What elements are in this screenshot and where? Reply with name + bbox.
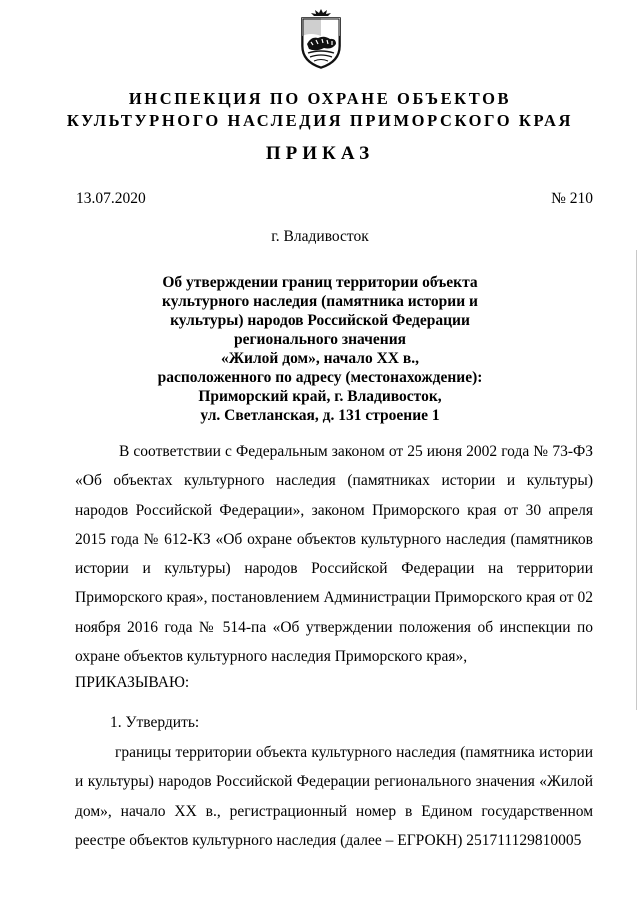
primorsky-krai-coat-of-arms-icon xyxy=(296,6,346,70)
document-title xyxy=(120,273,520,425)
title-line: Приморский край, г. Владивосток, xyxy=(198,388,442,405)
title-line: расположенного по адресу (местонахождение): xyxy=(157,369,483,386)
document-type: ПРИКАЗ xyxy=(265,143,375,164)
title-line: регионального значения xyxy=(233,331,407,348)
document-city: г. Владивосток xyxy=(271,228,369,245)
document-number: № 210 xyxy=(551,190,593,207)
scan-edge-line xyxy=(636,250,637,710)
title-line: культурного наследия (памятника истории и xyxy=(162,293,478,310)
preamble-paragraph: В соответствии с Федеральным законом от 25 июня 2002 года № 73-ФЗ «Об объектах культурного наследия (памятниках истории и культуры) народов Российской Федерации», законом Приморского края от 30 апреля 2015 года № 612-КЗ «Об охране объектов культурного наследия (памятников истории и культуры) народов Российской Федерации на территории Приморского края», постановлением Администрации Приморского края от 02 ноября 2016 года № 514-па «Об утверждении положения об инспекции по охране объектов культурного наследия Приморского края», xyxy=(75,443,593,666)
title-line: ул. Светланская, д. 131 строение 1 xyxy=(200,407,440,424)
title-line: Об утверждении границ территории объекта xyxy=(162,274,478,291)
document-date: 13.07.2020 xyxy=(76,190,146,207)
title-line: «Жилой дом», начало XX в., xyxy=(220,350,419,367)
order-word: ПРИКАЗЫВАЮ: xyxy=(75,674,190,691)
order-item-1-text: границы территории объекта культурного наследия (памятника истории и культуры) народов Российской Федерации регионального значения «Жилой дом», начало XX в., регистрационный номер в Едином государственном реестре объектов культурного наследия (далее – ЕГРОКН) 251711129810005 xyxy=(75,744,593,849)
order-item-1: 1. Утвердить: xyxy=(110,714,200,731)
org-name-line-2: КУЛЬТУРНОГО НАСЛЕДИЯ ПРИМОРСКОГО КРАЯ xyxy=(66,111,574,130)
org-name-line-1: ИНСПЕКЦИЯ ПО ОХРАНЕ ОБЪЕКТОВ xyxy=(128,89,512,108)
title-line: культуры) народов Российской Федерации xyxy=(170,312,470,329)
